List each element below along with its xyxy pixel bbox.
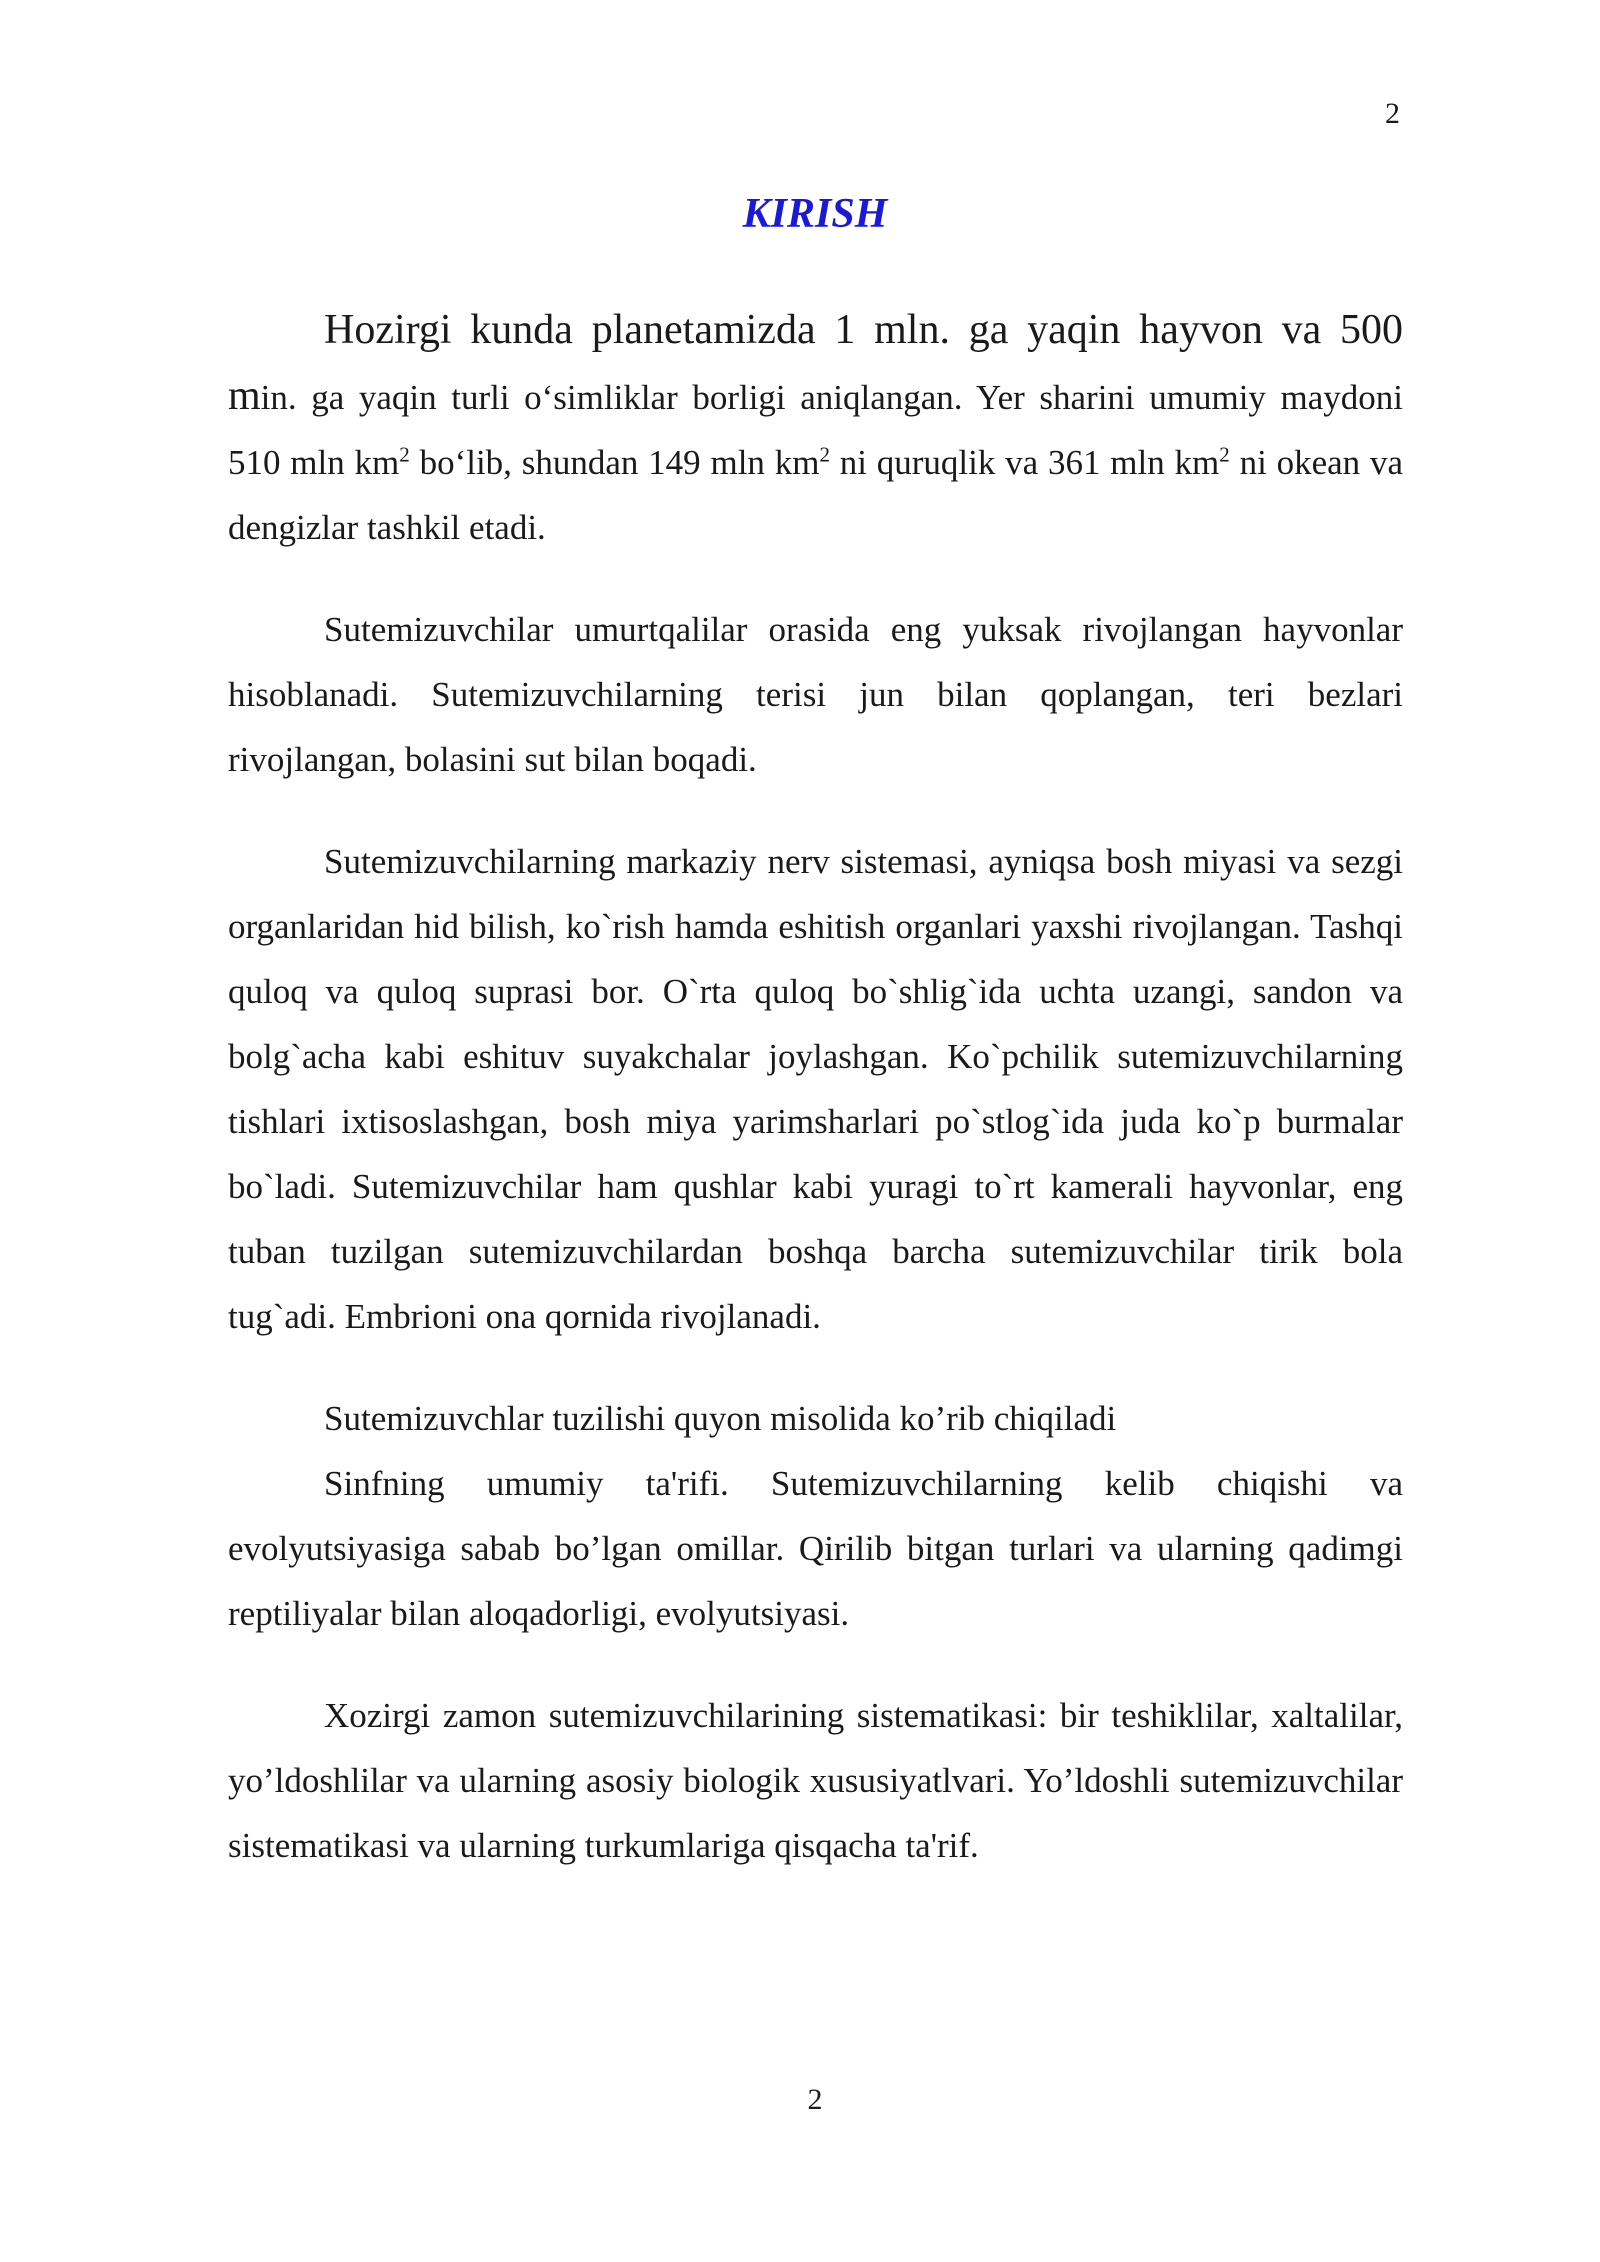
paragraph-rabbit-example: Sutemizuvchlar tuzilishi quyon misolida ko’rib chiqiladi — [324, 1399, 1117, 1438]
paragraph-intro-lead: Hozirgi kunda planetamizda 1 mln. ga yaqin hayvon va 500 m — [228, 307, 1403, 419]
paragraph-intro-text-1: in. ga yaqin turli o‘simliklar borligi aniqlangan. Yer sharini umumiy maydoni 510 mln km — [228, 378, 1403, 482]
page-title: KIRISH — [742, 191, 888, 237]
superscript-squared: 2 — [399, 442, 410, 467]
paragraph-class-definition: Sinfning umumiy ta'rifi. Sutemizuvchilarning kelib chiqishi va evolyutsiyasiga sabab bo’lgan omillar. Qirilib bitgan turlari va ularning qadimgi reptiliyalar bilan aloqadorligi, evolyutsiyasi. — [228, 1464, 1403, 1633]
page-number-bottom: 2 — [807, 2083, 823, 2116]
paragraph-intro — [228, 298, 1403, 560]
paragraph-systematics: Xozirgi zamon sutemizuvchilarining sistematikasi: bir teshiklilar, xaltalilar, yo’ldoshlilar va ularning asosiy biologik xususiyatlvari. Yo’ldoshli sutemizuvchilar sistematikasi va ularning turkumlariga qisqacha ta'rif. — [228, 1696, 1403, 1865]
paragraph-nervous-system: Sutemizuvchilarning markaziy nerv sistemasi, ayniqsa bosh miyasi va sezgi organlaridan hid bilish, ko`rish hamda eshitish organlari yaxshi rivojlangan. Tashqi quloq va quloq suprasi bor. O`rta quloq bo`shlig`ida uchta uzangi, sandon va bolg`acha kabi eshituv suyakchalar joylashgan. Ko`pchilik sutemizuvchilarning tishlari ixtisoslashgan, bosh miya yarimsharlari po`stlog`ida juda ko`p burmalar bo`ladi. Sutemizuvchilar ham qushlar kabi yuragi to`rt kamerali hayvonlar, eng tuban tuzilgan sutemizuvchilardan boshqa barcha sutemizuvchilar tirik bola tug`adi. Embrioni ona qornida rivojlanadi. — [228, 842, 1403, 1336]
document-body — [228, 298, 1403, 1878]
paragraph-intro-text-4: ni okean va dengizlar tashkil etadi. — [228, 443, 1403, 547]
paragraph-intro-text-3: ni quruqlik va 361 mln km — [829, 443, 1220, 482]
superscript-squared: 2 — [819, 442, 830, 467]
paragraph-intro-text-2: bo‘lib, shundan 149 mln km — [409, 443, 820, 482]
superscript-squared: 2 — [1219, 442, 1230, 467]
page-number-top: 2 — [1385, 97, 1400, 130]
paragraph-mammals-definition: Sutemizuvchilar umurtqalilar orasida eng yuksak rivojlangan hayvonlar hisoblanadi. Sutemizuvchilarning terisi jun bilan qoplangan, teri bezlari rivojlangan, bolasini sut bilan boqadi. — [228, 610, 1403, 779]
